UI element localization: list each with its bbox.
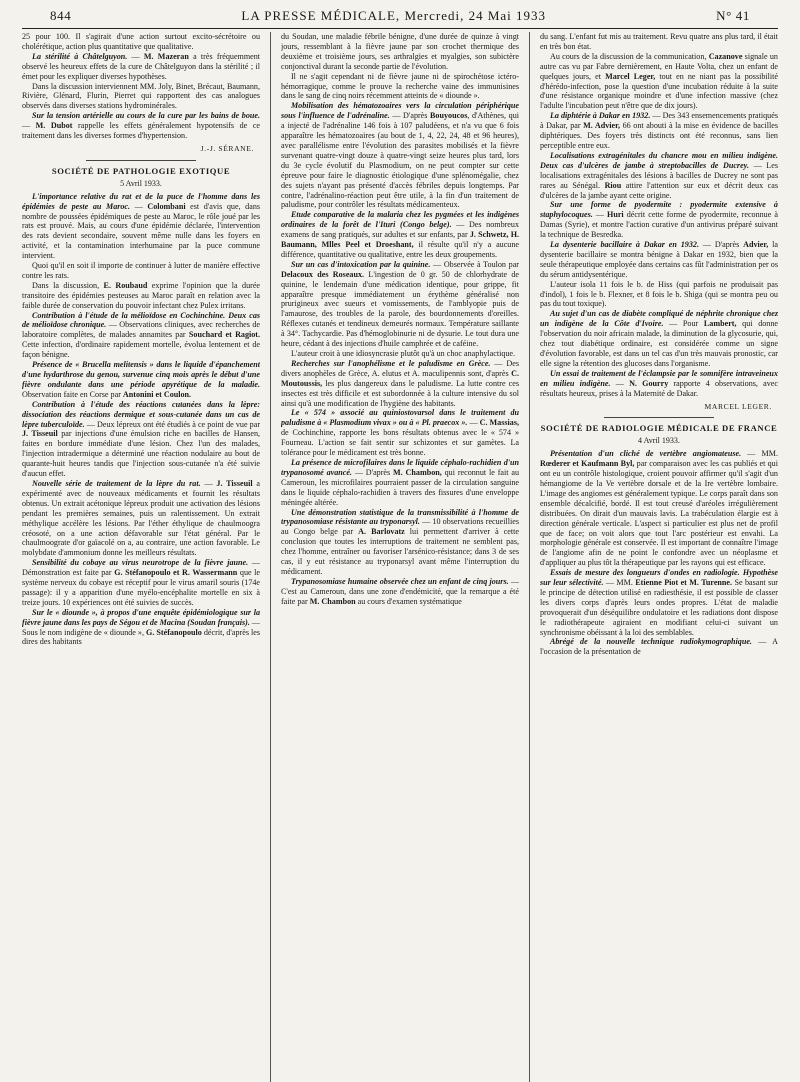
paragraph: Dans la discussion, E. Roubaud exprime l'opinion que la durée transitoire des épidémies pesteuses au Maroc paraît en relation avec la faible durée de conservation du pouvoir infectant chez Pulex irritans. [22,280,261,310]
column-2 [281,32,519,1082]
paragraph: La dysenterie bacillaire à Dakar en 1932. — D'après Advier, la dysenterie bacillaire se montra bénigne à Dakar en 1932, bien que la seule thérapeutique employée dans certains cas fût l'administration per os du sérum antidysentérique. [539,240,778,279]
paragraph: Présentation d'un cliché de vertèbre angiomateuse. — MM. Rœderer et Kaufmann Byl, par comparaison avec les cas publiés et qui ont eu un contrôle histologique, croient pouvoir affirmer qu'il s'agit d'un hémangiome de la Ve vertèbre dorsale et de la Ire vertèbre lombaire. L'image des angiomes est généralement typique. Le corps paraît dans son ensemble décalcifié, bordé. Il est tout creusé d'aréoles irrégulièrement distribuées. On dirait d'un mauvais lavis. La trabéculation élargie est à direction générale verticale. L'aspect si particulier est plus net de profil que de face; on voit alors que tout l'arc postérieur est envahi. La morphologie générale est conservée. Il est important de connaître l'image de l'angiome afin de ne point le confondre avec un néoplasme et d'appliquer au plus tôt la thérapeutique par les rayons qui est efficace. [539,449,778,568]
columns [22,32,778,1082]
column-divider [270,32,271,1082]
paragraph: Trypanosomiase humaine observée chez un enfant de cinq jours. — C'est au Cameroun, dans une zone d'endémicité, que la remarque a été faite par M. Chambon au cours d'examen systématique [280,576,519,606]
paragraph: Etude comparative de la malaria chez les pygmées et les indigènes ordinaires de la forêt de l'Ituri (Congo belge). — Des nombreux examens de sang pratiqués, sur adultes et sur enfants, par J. Schwetz, H. Baumann, Mlles Peel et Droeshant, il résulte qu'il n'y a aucune différence, quantitative ou qualitative, entre les deux groupements. [280,210,519,259]
signature: J.-J. SÉRANE. [200,143,255,153]
paragraph: Abrégé de la nouvelle technique radiokymographique. — A l'occasion de la présentation de [539,637,778,657]
paragraph: L'auteur isola 11 fois le b. de Hiss (qui parfois ne produisait pas d'indol), 1 fois le b. Flexner, et 8 fois le b. Shiga (qui se montra peu ou pas du tout toxique). [539,279,778,309]
section-date: 5 Avril 1933. [120,178,162,188]
separator-rule [604,417,714,418]
section-heading: SOCIÉTÉ DE PATHOLOGIE EXOTIQUE [51,165,231,176]
paragraph: Sur une forme de pyodermite : pyodermite extensive à staphylocoques. — Huri décrit cette forme de pyodermite, reconnue à Damas (Syrie), et montre l'action curative d'un antivirus préparé suivant la technique de Besredka. [539,200,778,240]
column-1 [22,32,260,1082]
separator-rule [86,160,196,161]
paragraph: Un essai de traitement de l'éclampsie par le somnifère intraveineux en milieu indigène. — N. Gourry rapporte 4 observations, avec résultats heureux, prises à la Maternité de Dakar. [539,368,778,398]
column-divider [529,32,530,1082]
paragraph: Le « 574 » associé au quiniostovarsol dans le traitement du paludisme à « Plasmodium vivax » ou à « Pl. praecox ». — C. Massias, de Cochinchine, rapporte les bons résultats obtenus avec le « 574 » Fourneau. L'action se fait sentir sur schizontes et sur gamètes. La tolérance pour le médicament est très bonne. [280,408,519,458]
paragraph: La diphtérie à Dakar en 1932. — Des 343 ensemencements pratiqués à Dakar, par M. Advier, 66 ont abouti à la mise en évidence de bacilles diphtériques. Des foyers très distincts ont été reconnus, sans lien perceptible entre eux. [539,111,778,150]
paragraph: La présence de microfilaires dans le liquide céphalo-rachidien d'un trypanosomé avancé. — D'après M. Chambon, qui reconnut le fait au Cameroun, les microfilaires pourraient passer de la circulation sanguine dans le liquide céphalo-rachidien à travers des fissures d'une enveloppe méningée altérée. [280,457,519,507]
paragraph: L'auteur croit à une idiosyncrasie plutôt qu'à un choc anaphylactique. [290,349,516,358]
paragraph: du sang. L'enfant fut mis au traitement. Revu quatre ans plus tard, il était en très bon état. [539,32,778,51]
paragraph: Une démonstration statistique de la transmissibilité à l'homme de trypanosomiase résistante au tryponarsyl. — 10 observations recueillies au Congo belge par A. Barlovatz lui permettent d'arriver à cette conclusion que toutes les interruptions de traitement ne semblent pas, chez l'homme, entraîner ou favoriser l'arsénico-résistance; dans 3 de ses cas, il y eut résistance au tryponarsyl avant même l'interruption du médicament. [280,507,519,576]
paragraph: Essais de mesure des longueurs d'ondes en radiologie. Hypothèse sur leur sélectivité. — MM. Etienne Piot et M. Turenne. Se basant sur le principe de détection utilisé en radiesthésie, il est possible de classer les divers corps d'après leurs ondes propres. L'état de maladie provoquerait d'un déséquilibre ondulatoire et les radiations dont dispose le radiothérapeute agiraient en modifiant celui-ci suivant un synchronisme obéissant à la loi des semblables. [539,568,778,637]
paragraph: du Soudan, une maladie fébrile bénigne, d'une durée de quinze à vingt jours, ressemblant à la fièvre jaune par son crochet thermique des deuxième et troisième jours, ses arthralgies et myalgies, son subictère conjonctival durant la seconde partie de l'évolution. [280,32,519,71]
journal-date: Mercredi, 24 Mai 1933 [404,8,547,23]
paragraph: Contribution à l'étude de la mélioïdose en Cochinchine. Deux cas de mélioïdose chronique. — Observations cliniques, avec recherches de laboratoire complètes, de malades annamites par Souchard et Ragiot. Cette infection, d'ordinaire rapidement mortelle, évolua lentement et de façon bénigne. [22,310,261,360]
paragraph: Localisations extragénitales du chancre mou en milieu indigène. Deux cas d'ulcères de jambe à streptobacilles de Ducrey. — Les localisations extragénitales des lésions à bacilles de Ducrey ne sont pas rares au Sénégal. Riou attire l'attention sur eux et décrit deux cas d'ulcères de la jambe ayant cette origine. [539,150,778,200]
paragraph: 25 pour 100. Il s'agirait d'une action surtout excito-sécrétoire ou cholérétique, action plus quantitative que qualitative. [22,32,261,51]
paragraph: Sur la tension artérielle au cours de la cure par les bains de boue. — M. Dubot rappelle les effets généralement hypotensifs de ce traitement dans les diverses formes d'hypertension. [22,111,261,141]
journal-title: LA PRESSE MÉDICALE, [241,8,401,23]
paragraph: Mobilisation des hématozoaires vers la circulation périphérique sous l'influence de l'adrénaline. — D'après Bouyoucos, d'Athènes, qui a injecté de l'adrénaline 146 fois à 107 paludéens, et n'a vu que 6 fois apparaître les hématozoaires (au bout de 1, 4, 22, 24, 48 et 96 heures), avec parallélisme entre l'évolution des parasites mobilisés et la fièvre survenant quatre-vingt douze à quatre-vingt seize heures plus tard, lors du 3e cycle évolutif du Plasmodium, on ne peut compter sur cette épreuve pour faire le diagnostic étiologique d'une splénomégalie, chez des sujets n'ayant pas présenté d'accès fébriles depuis longtemps. Par contre, l'adrénalino-réaction peut être utile, à la fin d'un traitement de paludisme, pour contrôler les résultats médicamenteux. [280,101,519,210]
issue-number: N° 41 [716,8,750,23]
journal-title-line [241,8,546,24]
page-header [22,8,778,29]
paragraph: Au cours de la discussion de la communication, Cazanove signale un autre cas vu par Fabre dernièrement, en Haute Volta, chez un enfant de quelques jours, et Marcel Leger, tout en ne niant pas la possibilité d'hérédo-infection, pose la question d'une incubation réduite à la suite d'une résistance organique moindre et d'une infection massive (chez l'adulte l'incubation peut n'être que de dix jours). [539,51,778,111]
page-number: 844 [50,8,72,23]
paragraph: La stérilité à Châtelguyon. — M. Mazeran a très fréquemment observé les heureux effets de la cure de Châtelguyon dans la stérilité ; il émet pour les expliquer diverses hypothèses. [22,51,261,81]
paragraph: Il ne s'agit cependant ni de fièvre jaune ni de spirochétose ictéro-hémorragique, comme le prouve la recherche vaine des immunisines dans le sang de cinq noirs récemment atteints de « diounde ». [280,71,519,101]
paragraph: Dans la discussion interviennent MM. Joly, Binet, Brécaut, Baumann, Rivière, Glénard, Flurin, Pierret qui rapportent des cas analogues observés dans diverses stations hydrominérales. [22,81,261,111]
signature: MARCEL LEGER. [704,401,772,411]
paragraph: Sur le « diounde », à propos d'une enquête épidémiologique sur la fièvre jaune dans les pays de Ségou et de Macina (Soudan français). — Sous le nom indigène de « diounde », G. Stéfanopoulo décrit, d'après les dires des habitants [22,607,261,647]
paragraph: Quoi qu'il en soit il importe de continuer à lutter de manière effective contre les rats. [22,261,261,280]
paragraph: Sur un cas d'intoxication par la quinine. — Observée à Toulon par Delacoux des Roseaux. L'ingestion de 0 gr. 50 de chlorhydrate de quinine, le lendemain d'une médication identique, pour grippe, fit apparaître presque immédiatement un érythème généralisé non prurigineux avec sueurs et vomissements, de l'amblyopie puis de l'amaurose, des troubles de la parole, des bourdonnements d'oreilles. Réflexes cutanés et tendineux demeurés normaux. Température saillante à 34°. Tachycardie. Pas d'hémoglobinurie ni de dysurie. Le tout dura une heure, cédant à des injections d'huile camphrée et de caféine. [280,259,519,349]
paragraph: L'importance relative du rat et de la puce de l'homme dans les épidémies de peste au Maroc. — Colombani est d'avis que, dans nombre de poussées épidémiques de peste au Maroc, le rôle joué par les rats est prouvé. Mais, au cours d'une épidémie déclarée, l'intervention des rats devient secondaire, souvent même nulle dans les foyers en activité, et la contamination interhumaine par la puce commune intervient. [22,191,261,261]
paragraph: Contribution à l'étude des réactions cutanées dans la lèpre: dissociation des réactions dermique et sous-cutanée dans un cas de lèpre tuberculoïde. — Deux lépreux ont été étudiés à ce point de vue par J. Tisseuil par injections d'une émulsion riche en bacilles de Hansen, faites en bordure immédiate d'une lésion. Chez l'un des malades, l'injection intradermique a déterminé une réaction nodulaire au bout de quarante-huit heures tandis que l'injection sous-cutanée n'a été suivie d'aucun effet. [22,399,261,479]
paragraph: Au sujet d'un cas de diabète compliqué de néphrite chronique chez un indigène de la Côte d'Ivoire. — Pour Lambert, qui donne l'observation du noir africain malade, la diminution de la glycosurie, qui, chez tout diabétique ordinaire, est considérée comme un signe d'évolution favorable, est dans un tel cas d'un très mauvais pronostic, car elle signe la rétention des glucoses dans l'organisme. [539,309,778,368]
column-3 [540,32,778,1082]
section-date: 4 Avril 1933. [638,436,680,446]
paragraph: Recherches sur l'anophélisme et le paludisme en Grèce. — Des divers anophèles de Grèce, A. elutus et A. maculipennis sont, d'après C. Moutoussis, les plus dangereux dans le paludisme. La lutte contre ces insectes est très difficile et est subordonnée à la culture intensive du sol ainsi qu'à une modification de l'hygiène des habitants. [280,358,519,408]
section-heading: SOCIÉTÉ DE RADIOLOGIE MÉDICALE DE FRANCE [540,423,778,434]
paragraph: Nouvelle série de traitement de la lèpre du rat. — J. Tisseuil a expérimenté avec de nouveaux médicaments et fournit les résultats obtenus. Un extrait acétonique lépreux produit une activation des lésions pendant les premières semaines, puis un ralentissement. Un extrait méthylique accélère les lésions. Par l'éther éthylique de chaulmoogra créosoté, on a une action défavorable sur l'état général. Par le chaulmoograte d'or gaïacolé on a, au contraire, une action favorable. Le molybdate d'ammonium donne les meilleurs résultats. [22,478,261,558]
paragraph: Présence de « Brucella melitensis » dans le liquide d'épanchement d'une hydarthrose du genou, survenue cinq mois après le début d'une fièvre ondulante dans une période apyrétique de la maladie. Observation faite en Corse par Antonini et Coulon. [22,360,261,399]
paragraph: Sensibilité du cobaye au virus neurotrope de la fièvre jaune. — Démonstration est faite par G. Stéfanopoulo et R. Wassermann que le système nerveux du cobaye est réceptif pour le virus amaril souris (174e passage): il y a apparition d'une myélo-encéphalite mortelle en six à treize jours. 10 expériences ont été suivies de succès. [22,558,261,607]
